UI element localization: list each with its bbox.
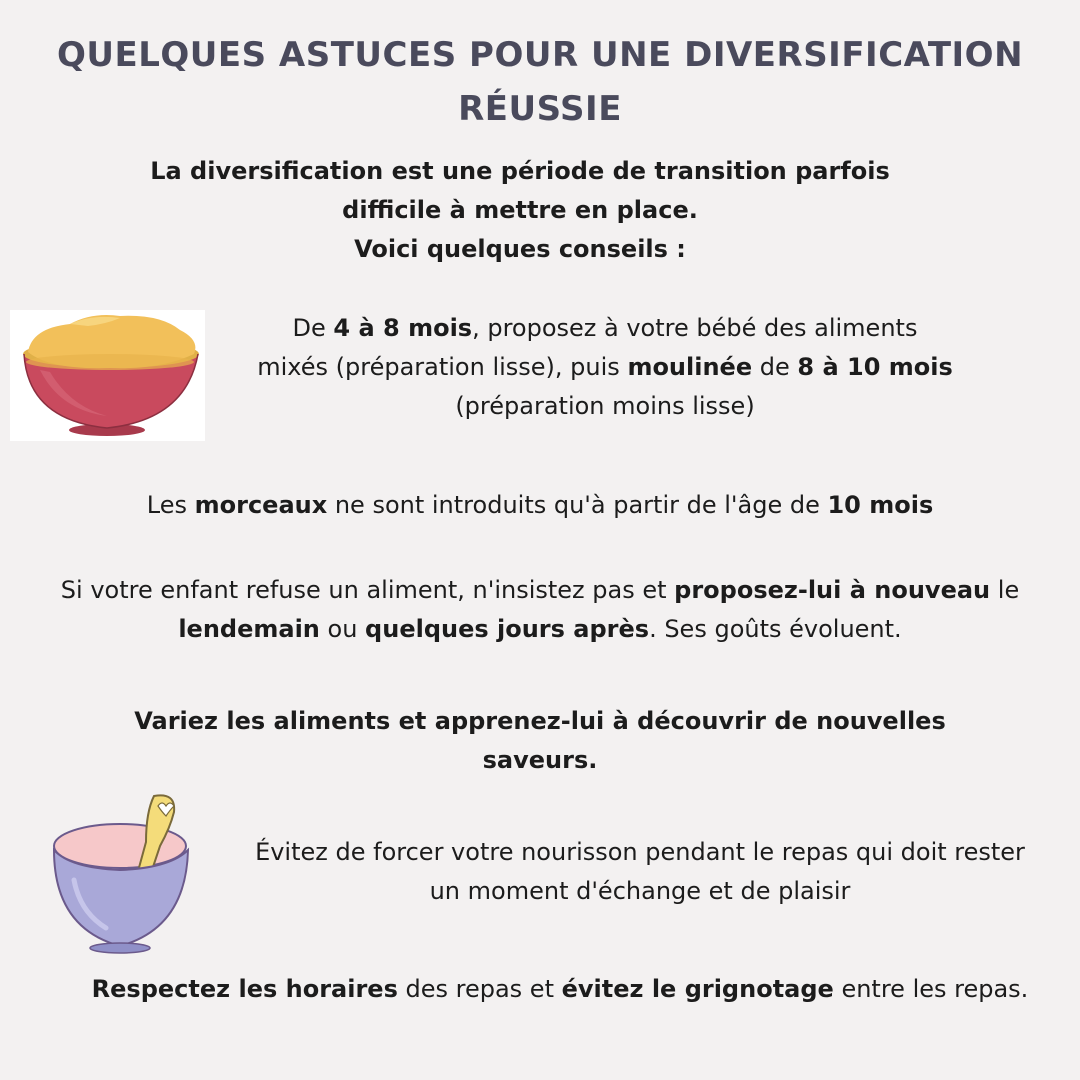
tip-forcer-line-1: Évitez de forcer votre nourisson pendant le repas qui doit rester	[255, 838, 1025, 866]
tip-text: Si votre enfant refuse un aliment, n'insistez pas et	[60, 576, 675, 604]
tip-bold: 10 mois	[827, 491, 934, 519]
tip-forcer-line-2: un moment d'échange et de plaisir	[429, 877, 851, 905]
tip-variez-line-1: Variez les aliments et apprenez-lui à découvrir de nouvelles	[134, 707, 946, 735]
tip-text: mixés (préparation lisse), puis	[257, 353, 628, 381]
tip-bold: moulinée	[627, 353, 753, 381]
puree-bowl-icon	[10, 310, 205, 441]
tip-text: . Ses goûts évoluent.	[649, 615, 902, 643]
tip-ages-line-2	[215, 348, 995, 387]
tip-forcer	[210, 833, 1070, 911]
tip-text: ou	[319, 615, 366, 643]
intro-line-1: La diversification est une période de transition parfois	[150, 157, 890, 185]
tip-bold: 8 à 10 mois	[797, 353, 953, 381]
tip-morceaux-line	[40, 486, 1040, 525]
tip-bold: quelques jours après	[365, 615, 650, 643]
tip-bold: morceaux	[194, 491, 328, 519]
puree-bowl-illustration	[10, 310, 205, 441]
tip-refus	[20, 571, 1060, 649]
page-title	[40, 28, 1040, 136]
tip-variez	[60, 702, 1020, 780]
intro-line-3: Voici quelques conseils :	[354, 235, 686, 263]
page-title-line-2: RÉUSSIE	[458, 89, 622, 129]
intro-line-2: difficile à mettre en place.	[342, 196, 698, 224]
tip-ages-line-1	[215, 309, 995, 348]
tip-text: de	[752, 353, 798, 381]
tip-text: des repas et	[397, 975, 562, 1003]
tip-ages	[215, 309, 995, 426]
tip-morceaux	[40, 486, 1040, 525]
spoon-bowl-illustration	[50, 788, 196, 954]
tip-text: ne sont introduits qu'à partir de l'âge de	[327, 491, 828, 519]
tip-bold: Respectez les horaires	[91, 975, 398, 1003]
tip-bold: 4 à 8 mois	[333, 314, 473, 342]
tip-refus-line-1	[20, 571, 1060, 610]
tip-bold: évitez le grignotage	[561, 975, 834, 1003]
tip-text: De	[292, 314, 334, 342]
tip-text: entre les repas.	[833, 975, 1029, 1003]
tip-ages-line-3: (préparation moins lisse)	[455, 392, 755, 420]
tip-variez-line-2: saveurs.	[482, 746, 598, 774]
page-title-line-1: QUELQUES ASTUCES POUR UNE DIVERSIFICATION	[56, 35, 1024, 75]
tip-horaires-line	[40, 970, 1080, 1009]
tip-bold: lendemain	[178, 615, 320, 643]
tip-text: , proposez à votre bébé des aliments	[472, 314, 918, 342]
tip-text: le	[990, 576, 1020, 604]
tip-bold: proposez-lui à nouveau	[674, 576, 991, 604]
tip-refus-line-2	[20, 610, 1060, 649]
tip-text: Les	[146, 491, 195, 519]
tip-horaires	[40, 970, 1080, 1009]
bowl-with-spoon-icon	[50, 788, 196, 954]
intro-text	[60, 152, 980, 269]
